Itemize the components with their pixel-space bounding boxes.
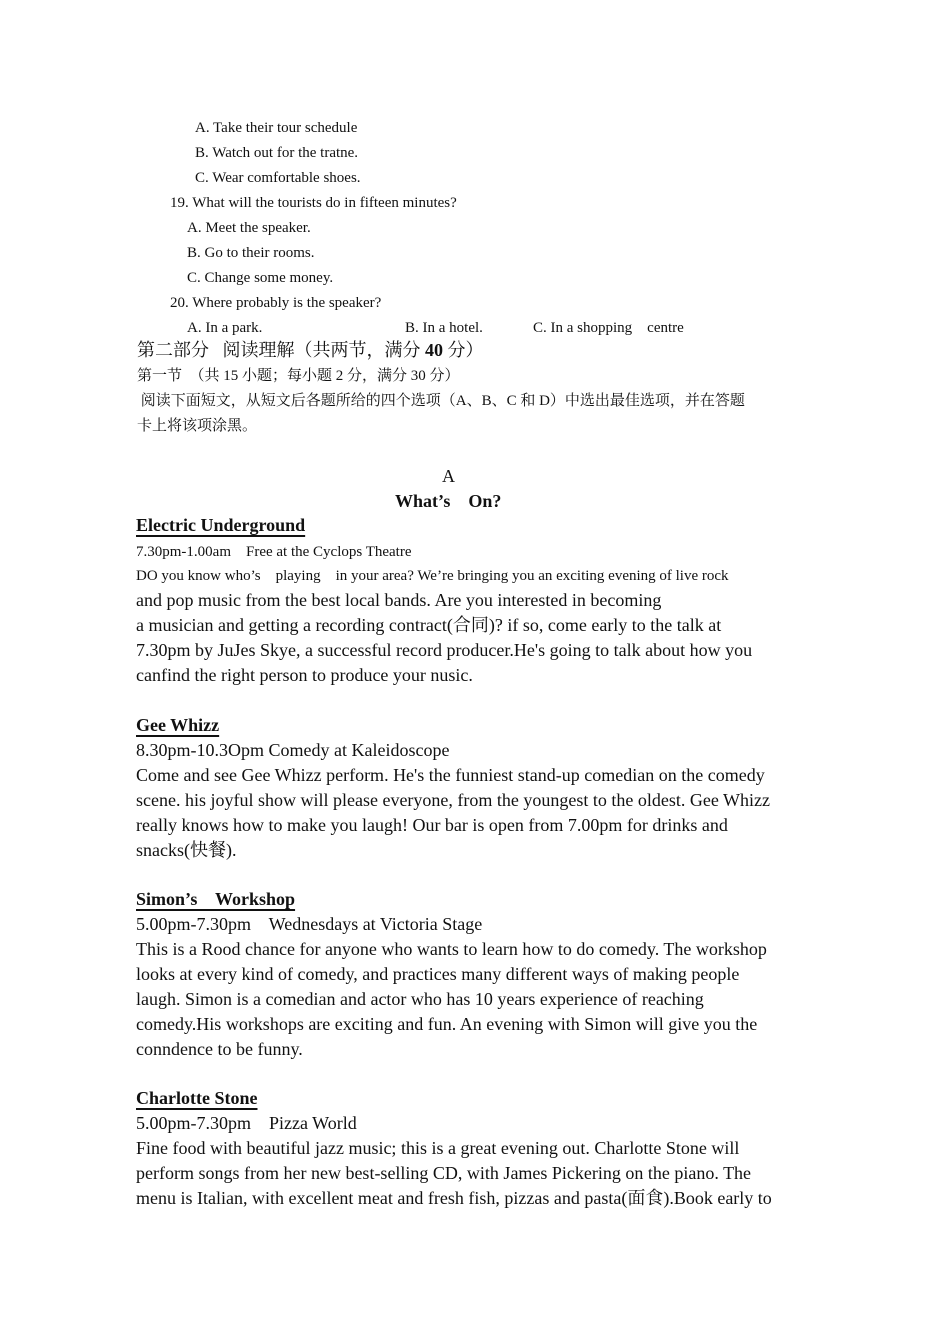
- event-text-line: a musician and getting a recording contract(合同)? if so, come early to the talk at: [136, 615, 722, 635]
- event-text-line: Come and see Gee Whizz perform. He's the funniest stand-up comedian on the comedy: [136, 765, 765, 785]
- q19-option-b: B. Go to their rooms.: [187, 245, 315, 261]
- event-text-line: menu is Italian, with excellent meat and fresh fish, pizzas and pasta(面食).Book early to: [136, 1188, 772, 1208]
- q18-option-a: A. Take their tour schedule: [195, 120, 358, 136]
- event-text-line: and pop music from the best local bands. Are you interested in becoming: [136, 590, 662, 610]
- event-text-line: Fine food with beautiful jazz music; this is a great evening out. Charlotte Stone will: [136, 1138, 740, 1158]
- event-text-line: conndence to be funny.: [136, 1039, 303, 1059]
- event-time-gee-whizz: 8.30pm-10.3Opm Comedy at Kaleidoscope: [136, 740, 450, 760]
- q18-option-b: B. Watch out for the tratne.: [195, 145, 359, 161]
- event-text-line: 7.30pm by JuJes Skye, a successful record producer.He's going to talk about how you: [136, 640, 753, 660]
- instructions-line-1: 阅读下面短文，从短文后各题所给的四个选项（A、B、C 和 D）中选出最佳选项，并在答题: [137, 393, 745, 409]
- q18-option-c: C. Wear comfortable shoes.: [195, 170, 361, 186]
- event-text-line: really knows how to make you laugh! Our bar is open from 7.00pm for drinks and: [136, 815, 728, 835]
- event-title-electric-underground: Electric Underground: [136, 515, 306, 535]
- section-one-title: 第一节 （共 15 小题；每小题 2 分，满分 30 分）: [137, 368, 460, 384]
- event-time-electric-underground: 7.30pm-1.00am Free at the Cyclops Theatre: [136, 544, 412, 560]
- event-title-charlotte-stone: Charlotte Stone: [136, 1088, 258, 1108]
- event-title-simons-workshop: Simon’s Workshop: [136, 889, 296, 909]
- event-text-line: DO you know who’s playing in your area? We’re bringing you an exciting evening of live rock: [136, 568, 729, 584]
- q19-option-c: C. Change some money.: [187, 270, 334, 286]
- instructions-line-2: 卡上将该项涂黑。: [137, 418, 258, 434]
- event-text-line: canfind the right person to produce your nusic.: [136, 665, 473, 685]
- event-title-gee-whizz: Gee Whizz: [136, 715, 220, 735]
- event-text-line: This is a Rood chance for anyone who wants to learn how to do comedy. The workshop: [136, 939, 767, 959]
- event-time-charlotte-stone: 5.00pm-7.30pm Pizza World: [136, 1113, 357, 1133]
- q19-question: 19. What will the tourists do in fifteen minutes?: [170, 195, 457, 211]
- passage-title: What’s On?: [395, 491, 502, 511]
- q20-option-a: A. In a park.: [187, 320, 263, 336]
- event-text-line: perform songs from her new best-selling CD, with James Pickering on the piano. The: [136, 1163, 752, 1183]
- part-two-title: 第二部分 阅读理解（共两节，满分 40 分）: [137, 340, 484, 360]
- q20-option-c: C. In a shopping centre: [533, 320, 684, 336]
- event-text-line: comedy.His workshops are exciting and fun. An evening with Simon will give you the: [136, 1014, 758, 1034]
- event-text-line: looks at every kind of comedy, and practices many different ways of making people: [136, 964, 740, 984]
- event-text-line: scene. his joyful show will please everyone, from the youngest to the oldest. Gee Whizz: [136, 790, 770, 810]
- event-text-line: laugh. Simon is a comedian and actor who has 10 years experience of reaching: [136, 989, 704, 1009]
- q20-question: 20. Where probably is the speaker?: [170, 295, 382, 311]
- passage-letter: A: [442, 466, 455, 486]
- q19-option-a: A. Meet the speaker.: [187, 220, 311, 236]
- event-time-simons-workshop: 5.00pm-7.30pm Wednesdays at Victoria Stage: [136, 914, 483, 934]
- event-text-line: snacks(快餐).: [136, 840, 237, 860]
- q20-option-b: B. In a hotel.: [405, 320, 483, 336]
